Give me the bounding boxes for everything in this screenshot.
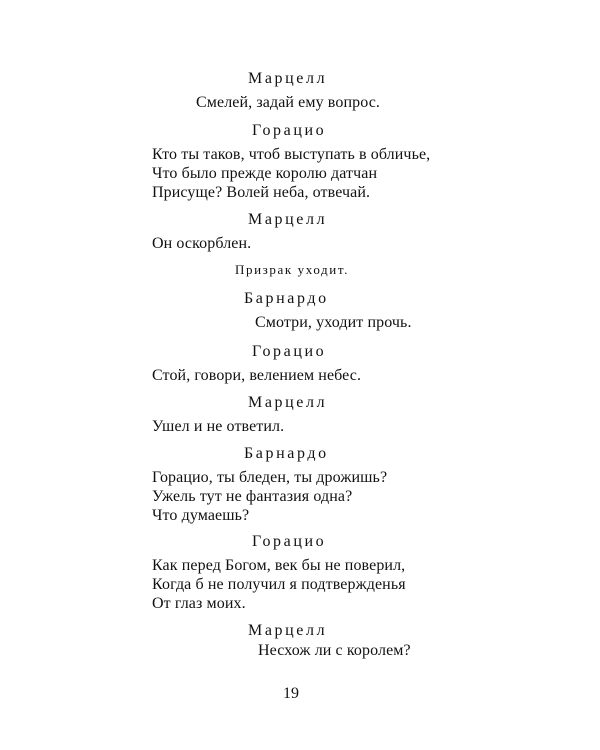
speaker-name: Горацио bbox=[252, 122, 327, 139]
speaker-name: Марцелл bbox=[248, 70, 328, 87]
verse-line: Что думаешь? bbox=[152, 507, 250, 524]
verse-line: Как перед Богом, век бы не поверил, bbox=[152, 557, 406, 574]
verse-line: Присуще? Волей неба, отвечай. bbox=[152, 184, 371, 201]
stage-direction: Призрак уходит. bbox=[235, 262, 349, 277]
verse-line: Что было прежде королю датчан bbox=[152, 165, 378, 182]
verse-line: Стой, говори, велением небес. bbox=[152, 367, 362, 384]
speaker-name: Марцелл bbox=[248, 211, 328, 228]
speaker-name: Марцелл bbox=[248, 622, 328, 639]
verse-line: Ушел и не ответил. bbox=[152, 418, 285, 435]
verse-line: Несхож ли с королем? bbox=[258, 642, 411, 659]
verse-line: Горацио, ты бледен, ты дрожишь? bbox=[152, 469, 388, 486]
verse-line: Когда б не получил я подтвержденья bbox=[152, 576, 406, 593]
speaker-name: Барнардо bbox=[244, 290, 329, 307]
verse-line: Он оскорблен. bbox=[152, 235, 252, 252]
verse-line: От глаз моих. bbox=[152, 595, 246, 612]
verse-line: Ужель тут не фантазия одна? bbox=[152, 488, 353, 505]
verse-line: Смелей, задай ему вопрос. bbox=[196, 94, 381, 111]
speaker-name: Марцелл bbox=[248, 394, 328, 411]
speaker-name: Горацио bbox=[252, 343, 327, 360]
verse-line: Кто ты таков, чтоб выступать в обличье, bbox=[152, 146, 431, 163]
page-number: 19 bbox=[283, 685, 299, 702]
speaker-name: Горацио bbox=[252, 533, 327, 550]
verse-line: Смотри, уходит прочь. bbox=[255, 314, 412, 331]
speaker-name: Барнардо bbox=[244, 445, 329, 462]
